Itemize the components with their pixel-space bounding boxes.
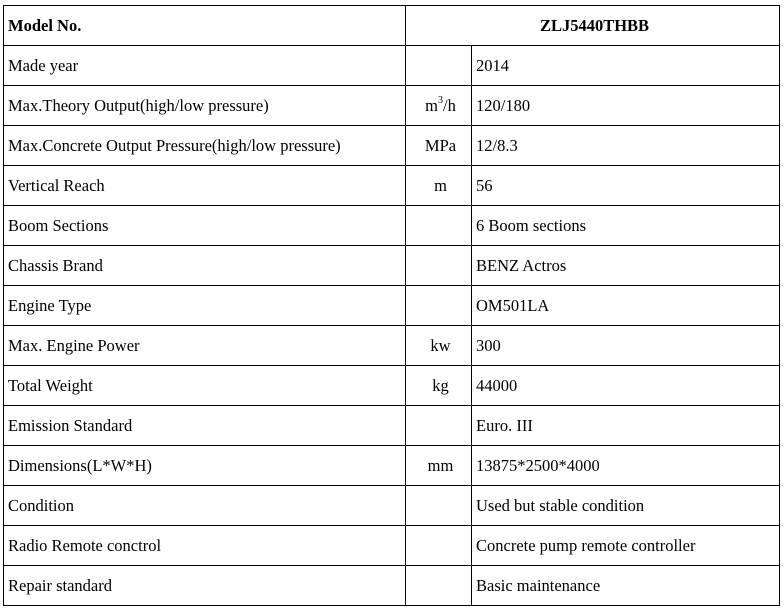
row-value: Euro. III bbox=[472, 406, 780, 446]
row-label: Repair standard bbox=[4, 566, 406, 606]
row-unit: m bbox=[406, 166, 472, 206]
row-value: 12/8.3 bbox=[472, 126, 780, 166]
row-unit bbox=[406, 526, 472, 566]
table-row bbox=[4, 206, 780, 246]
unit-base: m bbox=[425, 95, 438, 115]
unit-rest: /h bbox=[443, 95, 456, 115]
row-value: Concrete pump remote controller bbox=[472, 526, 780, 566]
row-label: Max. Engine Power bbox=[4, 326, 406, 366]
row-label: Chassis Brand bbox=[4, 246, 406, 286]
table-row bbox=[4, 46, 780, 86]
row-unit bbox=[406, 46, 472, 86]
row-label: Radio Remote conctrol bbox=[4, 526, 406, 566]
row-unit: kw bbox=[406, 326, 472, 366]
row-label: Condition bbox=[4, 486, 406, 526]
row-unit: mm bbox=[406, 446, 472, 486]
table-row bbox=[4, 126, 780, 166]
unit-superscript: 3 bbox=[438, 95, 443, 106]
row-value: Used but stable condition bbox=[472, 486, 780, 526]
row-value: 300 bbox=[472, 326, 780, 366]
table-row bbox=[4, 526, 780, 566]
row-label: Max.Concrete Output Pressure(high/low pressure) bbox=[4, 126, 406, 166]
table-row bbox=[4, 446, 780, 486]
row-unit bbox=[406, 406, 472, 446]
row-unit bbox=[406, 86, 472, 126]
table-row bbox=[4, 486, 780, 526]
row-label: Made year bbox=[4, 46, 406, 86]
table-row bbox=[4, 326, 780, 366]
row-unit bbox=[406, 566, 472, 606]
row-label: Boom Sections bbox=[4, 206, 406, 246]
row-unit bbox=[406, 206, 472, 246]
table-row bbox=[4, 366, 780, 406]
table-row bbox=[4, 286, 780, 326]
row-unit bbox=[406, 286, 472, 326]
row-value: 13875*2500*4000 bbox=[472, 446, 780, 486]
row-value: 120/180 bbox=[472, 86, 780, 126]
row-label: Emission Standard bbox=[4, 406, 406, 446]
model-no-value: ZLJ5440THBB bbox=[406, 6, 780, 46]
table-row bbox=[4, 406, 780, 446]
row-unit bbox=[406, 246, 472, 286]
row-value: 56 bbox=[472, 166, 780, 206]
table-row bbox=[4, 246, 780, 286]
row-value: 6 Boom sections bbox=[472, 206, 780, 246]
table-row bbox=[4, 566, 780, 606]
row-unit bbox=[406, 486, 472, 526]
row-label: Total Weight bbox=[4, 366, 406, 406]
row-value: OM501LA bbox=[472, 286, 780, 326]
row-unit: kg bbox=[406, 366, 472, 406]
row-value: BENZ Actros bbox=[472, 246, 780, 286]
row-value: 44000 bbox=[472, 366, 780, 406]
header-row bbox=[4, 6, 780, 46]
table-row bbox=[4, 166, 780, 206]
model-no-label: Model No. bbox=[4, 6, 406, 46]
row-value: 2014 bbox=[472, 46, 780, 86]
row-unit: MPa bbox=[406, 126, 472, 166]
row-value: Basic maintenance bbox=[472, 566, 780, 606]
row-label: Engine Type bbox=[4, 286, 406, 326]
row-label: Dimensions(L*W*H) bbox=[4, 446, 406, 486]
row-label: Vertical Reach bbox=[4, 166, 406, 206]
table-row bbox=[4, 86, 780, 126]
row-label: Max.Theory Output(high/low pressure) bbox=[4, 86, 406, 126]
spec-table bbox=[3, 5, 780, 606]
